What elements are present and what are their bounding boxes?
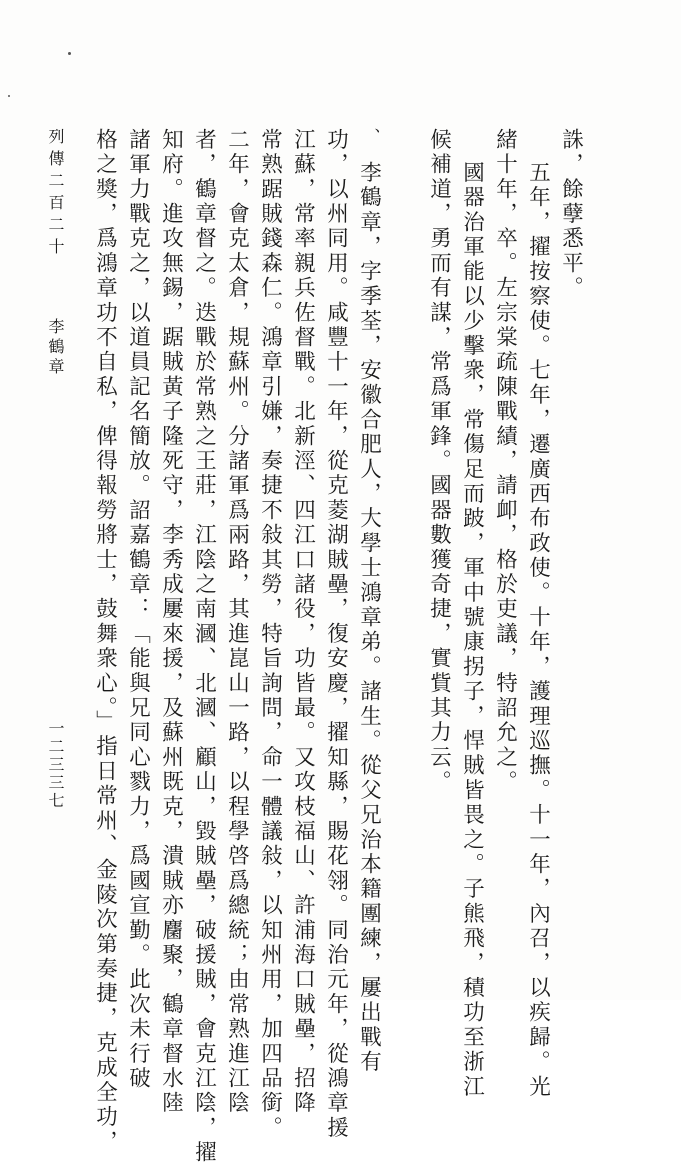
text-column-3: 緒十年，卒。左宗棠疏陳戰績，請卹，格於吏議，特詔允之。 (492, 128, 518, 795)
text-column-13: 諸軍力戰克之，以道員記名簡放。詔嘉鶴章：「能與兄同心戮力，爲國宣勤。此次未行破 (125, 128, 151, 1092)
text-column-6: 李鶴章，字季荃，安徽合肥人，大學士鴻章弟。諸生。從父兄治本籍團練，屢出戰有 (356, 161, 382, 1075)
text-column-2: 五年，擢按察使。七年，遷廣西布政使。十年，護理巡撫。十一年，內召，以疾歸。光 (525, 161, 551, 1100)
text-column-10: 二年，會克太倉，規蘇州。分諸軍爲兩路，其進崑山一路，以程學啓爲總統；由常熟進江陰 (224, 128, 250, 1116)
scan-speck (68, 52, 71, 55)
text-column-4: 國器治軍能以少擊衆，常傷足而跛，軍中號康拐子，悍賊皆畏之。子熊飛，積功至浙江 (459, 161, 485, 1100)
scan-speck (8, 95, 10, 97)
section-bullet: 、 (362, 128, 381, 148)
text-column-8: 江蘇，常率親兵佐督戰。北新涇、四江口諸役，功皆最。又攻枝福山、許浦海口賊壘，招降 (290, 128, 316, 1116)
text-column-5: 候補道，勇而有謀，常爲軍鋒。國器數獲奇捷，實貲其力云。 (426, 128, 452, 795)
text-column-1: 誅，餘孽悉平。 (558, 128, 584, 301)
page-number: 一二三三七 (46, 720, 65, 810)
running-head-subject: 李鶴章 (46, 318, 65, 378)
text-column-7: 功，以州同用。咸豐十一年，從克菱湖賊壘，復安慶，擢知縣，賜花翎。同治元年，從鴻章援 (323, 128, 349, 1141)
running-head-volume: 列傳二百二十 (46, 128, 65, 260)
text-column-14: 格之獎，爲鴻章功不自私，俾得報勞將士，鼓舞衆心。」指日常州、金陵次第奏捷，克成全功， (92, 128, 118, 1155)
text-column-9: 常熟踞賊錢森仁。鴻章引嫌，奏捷不敍其勞，特旨詢問，命一體議敍，以知州用，加四品銜。 (257, 128, 283, 1141)
text-column-11: 者，鶴章督之。迭戰於常熟之王莊，江陰之南漍、北漍、顧山，毀賊壘，破援賊，會克江陰，擢 (191, 128, 217, 1165)
text-column-12: 知府。進攻無錫，踞賊黃子隆死守，李秀成屢來援，及蘇州既克，潰賊亦麕聚，鶴章督水陸 (158, 128, 184, 1116)
